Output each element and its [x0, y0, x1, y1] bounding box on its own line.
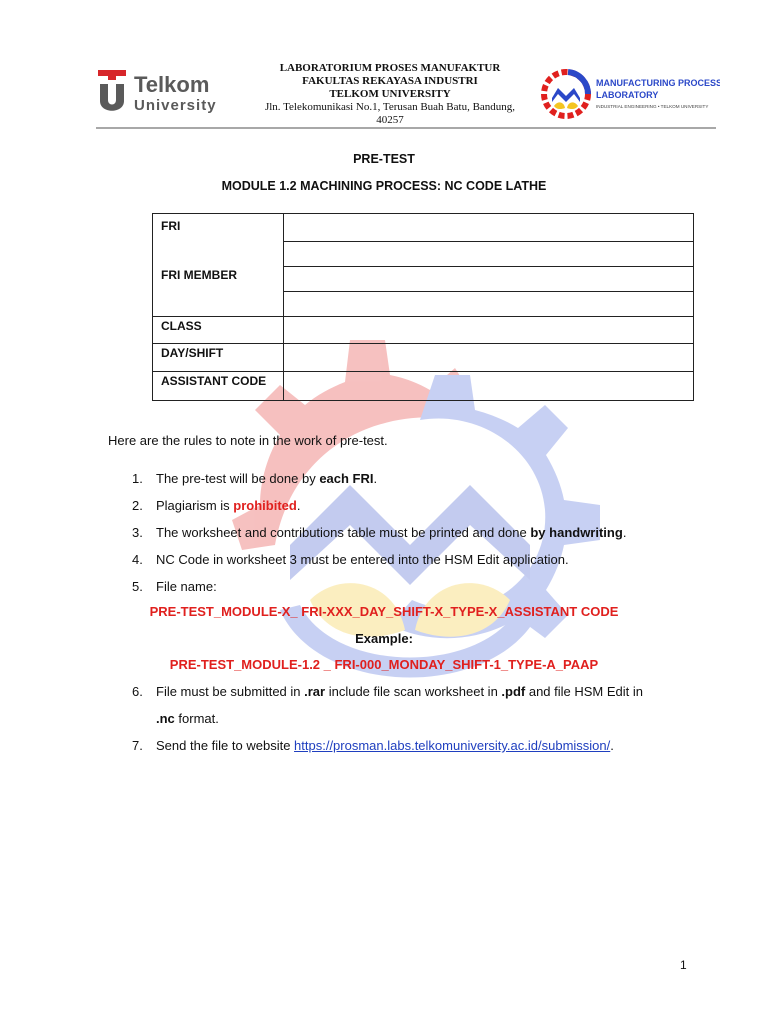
telkom-university-logo: [96, 64, 236, 120]
address-line-1: Jln. Telekomunikasi No.1, Terusan Buah Batu, Bandung,: [264, 101, 516, 113]
mpl-logo-line3: INDUSTRIAL ENGINEERING • TELKOM UNIVERSITY: [596, 104, 709, 109]
rule-emphasis: .rar: [304, 684, 326, 699]
telkom-logo-mark: [96, 64, 236, 120]
file-name-example: PRE-TEST_MODULE-1.2 _ FRI-000_MONDAY_SHIFT-1_TYPE-A_PAAP: [169, 657, 599, 672]
rule-text-part: .: [373, 471, 378, 486]
rule-text: NC Code in worksheet 3 must be entered into the HSM Edit application.: [156, 552, 569, 567]
manufacturing-process-lab-logo: [538, 66, 720, 122]
rule-text-part: The pre-test will be done by: [156, 471, 320, 486]
rule-text-part: .: [610, 738, 614, 753]
file-name-format: PRE-TEST_MODULE-X_ FRI-XXX_DAY_SHIFT-X_TYPE-X_ASSISTANT CODE: [149, 604, 619, 619]
faculty-name: FAKULTAS REKAYASA INDUSTRI: [302, 75, 478, 87]
header-divider: [96, 127, 716, 129]
rule-text-part: include file scan worksheet in: [325, 684, 502, 699]
table-row-divider: [283, 291, 693, 292]
module-title: MODULE 1.2 MACHINING PROCESS: NC CODE LATHE: [221, 179, 547, 193]
lab-name: LABORATORIUM PROSES MANUFAKTUR: [279, 62, 501, 74]
rule-number: 1.: [132, 471, 143, 486]
rule-text-part: format.: [174, 711, 219, 726]
rule-number: 4.: [132, 552, 143, 567]
rule-text: [156, 492, 716, 519]
rule-text-part: The worksheet and contributions table must be printed and done: [156, 525, 531, 540]
rule-text-part: and file HSM Edit in: [525, 684, 644, 699]
rule-text-part: File must be submitted in: [156, 684, 305, 699]
rule-number: 2.: [132, 498, 143, 513]
rule-number: 3.: [132, 525, 143, 540]
rule-text-part: Plagiarism is: [156, 498, 234, 513]
rule-emphasis: by handwriting: [530, 525, 623, 540]
mpl-logo-line2: LABORATORY: [596, 90, 659, 100]
table-row-divider: [153, 371, 693, 372]
rules-intro: Here are the rules to note in the work of pre-test.: [108, 433, 388, 448]
rule-text-part: .: [622, 525, 627, 540]
class-label: CLASS: [161, 319, 202, 333]
table-row-divider: [153, 343, 693, 344]
rule-text-part: Send the file to website: [156, 738, 295, 753]
day-shift-label: DAY/SHIFT: [161, 346, 224, 360]
mpl-logo-line1: MANUFACTURING PROCESS: [596, 78, 720, 88]
table-row-divider: [283, 241, 693, 242]
address-line-2: 40257: [376, 114, 404, 126]
rule-text: [156, 678, 716, 732]
telkom-logo-word2: University: [134, 97, 217, 114]
example-label: Example:: [355, 631, 413, 646]
telkom-logo-word1: Telkom: [134, 72, 210, 97]
rule-number: 5.: [132, 579, 143, 594]
university-name: TELKOM UNIVERSITY: [329, 88, 451, 100]
page-number: 1: [680, 958, 687, 972]
rule-number: 6.: [132, 684, 143, 699]
table-row-divider: [153, 316, 693, 317]
header-address-block: [245, 62, 535, 127]
rule-number: 7.: [132, 738, 143, 753]
rule-text: [156, 732, 716, 759]
rule-emphasis: .pdf: [501, 684, 526, 699]
rule-text: File name:: [156, 579, 217, 594]
rule-text: [156, 465, 716, 492]
rule-text: [156, 519, 716, 546]
fri-member-label: FRI MEMBER: [161, 268, 237, 282]
fri-label: FRI: [161, 219, 181, 233]
rule-emphasis-red: prohibited: [233, 498, 297, 513]
page-title: PRE-TEST: [353, 152, 415, 166]
submission-link[interactable]: https://prosman.labs.telkomuniversity.ac.id/submission/: [294, 738, 611, 753]
identity-form-table: [152, 213, 694, 401]
rule-text-part: .: [296, 498, 301, 513]
rule-emphasis: each FRI: [319, 471, 374, 486]
mpl-logo-mark: [538, 66, 720, 122]
assistant-code-label: ASSISTANT CODE: [161, 374, 267, 388]
rule-emphasis: .nc: [156, 711, 175, 726]
table-row-divider: [283, 266, 693, 267]
